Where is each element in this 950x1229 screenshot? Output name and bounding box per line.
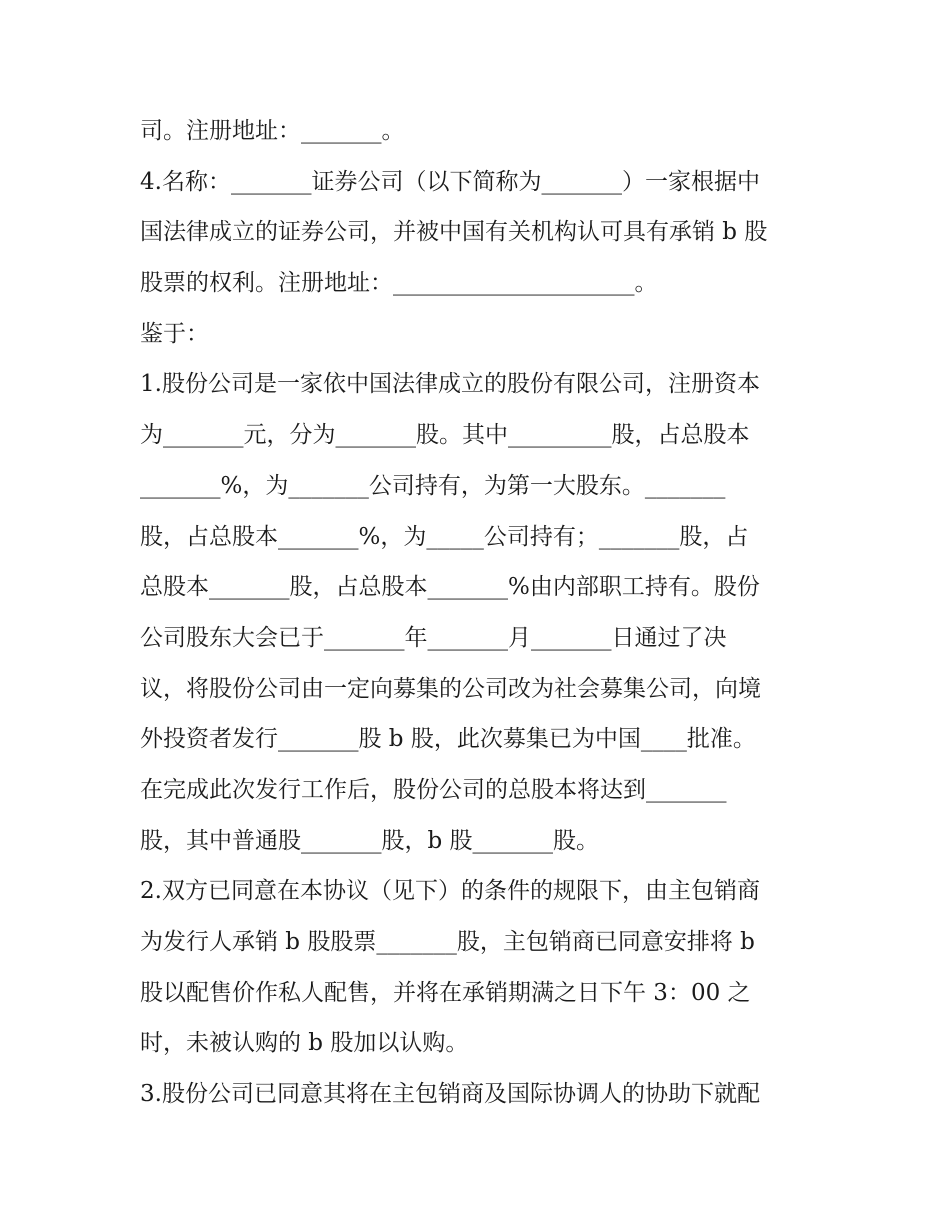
text-line: 为_______元，分为_______股。其中_________股，占总股本: [140, 422, 750, 449]
text-line: 司。注册地址：_______。: [140, 118, 405, 144]
text-line: 股以配售价作私人配售，并将在承销期满之日下午 3：00 之: [140, 979, 751, 1006]
text-line: 3.股份公司已同意其将在主包销商及国际协调人的协助下就配: [140, 1081, 760, 1108]
text-line: 公司股东大会已于_______年_______月_______日通过了决: [140, 624, 727, 651]
text-line: 总股本_______股，占总股本_______%由内部职工持有。股份: [140, 574, 760, 601]
text-line: 议，将股份公司由一定向募集的公司改为社会募集公司，向境: [140, 675, 761, 702]
text-line: 股，占总股本_______%，为_____公司持有；_______股，占: [140, 523, 749, 550]
text-line: 时，未被认购的 b 股加以认购。: [140, 1030, 469, 1057]
text-line: 外投资者发行_______股 b 股，此次募集已为中国____批准。: [140, 726, 756, 753]
text-line: 在完成此次发行工作后，股份公司的总股本将达到_______: [140, 776, 727, 803]
text-line: _______%，为_______公司持有，为第一大股东。_______: [140, 472, 726, 499]
text-line: 股票的权利。注册地址：_____________________。: [140, 270, 658, 297]
text-line: 为发行人承销 b 股股票_______股，主包销商已同意安排将 b: [140, 929, 755, 955]
document-body: [140, 106, 820, 1120]
text-line: 1.股份公司是一家依中国法律成立的股份有限公司，注册资本: [140, 371, 760, 398]
text-line: 国法律成立的证券公司，并被中国有关机构认可具有承销 b 股: [140, 219, 768, 246]
text-line: 股，其中普通股_______股，b 股_______股。: [140, 827, 600, 854]
section-heading: 鉴于：: [140, 320, 209, 347]
text-line: 4.名称：_______证券公司（以下简称为_______）一家根据中: [140, 168, 760, 195]
text-line: 2.双方已同意在本协议（见下）的条件的规限下，由主包销商: [140, 878, 760, 905]
